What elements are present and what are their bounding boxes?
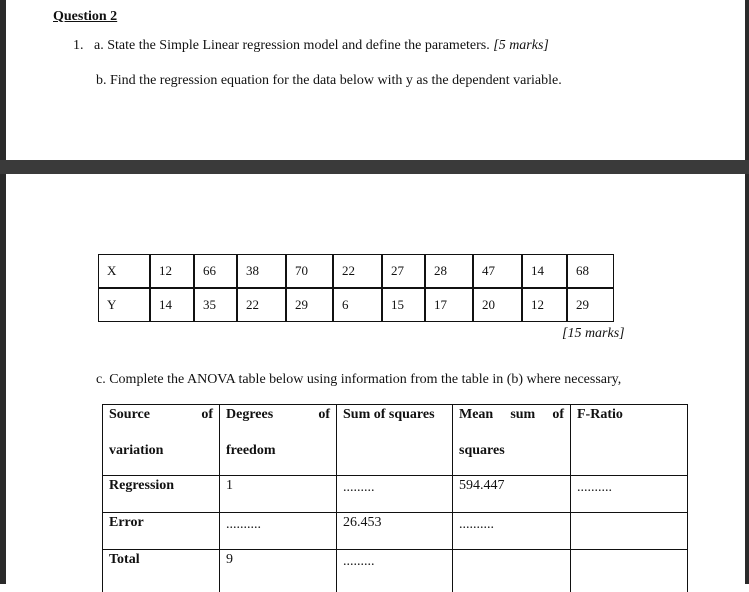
anova-table [102, 404, 688, 592]
header-variation: variation [103, 443, 220, 476]
question-number: 1. [73, 38, 84, 53]
x-value: 66 [194, 254, 237, 288]
x-value: 38 [237, 254, 286, 288]
question-1a [73, 38, 549, 54]
y-value: 29 [567, 288, 614, 322]
anova-row-total [103, 550, 688, 592]
row-f [571, 550, 688, 592]
row-ss: ......... [337, 476, 453, 513]
row-source: Error [103, 513, 220, 550]
header-mean-sum: Mean sum of [453, 405, 571, 444]
y-value: 14 [150, 288, 194, 322]
question-1c-text: c. Complete the ANOVA table below using information from the table in (b) where necessary, [96, 372, 621, 388]
document-page [6, 0, 745, 584]
header-sum-of-squares: Sum of squares [337, 405, 453, 444]
row-f: .......... [571, 476, 688, 513]
row-ss: ......... [337, 550, 453, 592]
row-ms [453, 550, 571, 592]
row-df: .......... [220, 513, 337, 550]
y-value: 20 [473, 288, 522, 322]
row-f [571, 513, 688, 550]
y-value: 35 [194, 288, 237, 322]
x-value: 27 [382, 254, 425, 288]
row-ms: 594.447 [453, 476, 571, 513]
y-value: 15 [382, 288, 425, 322]
x-value: 14 [522, 254, 567, 288]
header-squares: squares [453, 443, 571, 476]
row-df: 1 [220, 476, 337, 513]
question-1b-text: b. Find the regression equation for the data below with y as the dependent variable. [96, 73, 562, 89]
y-value: 6 [333, 288, 382, 322]
y-label: Y [98, 288, 150, 322]
anova-header-row [103, 405, 688, 444]
question-1b-marks: [15 marks] [562, 326, 625, 342]
x-value: 68 [567, 254, 614, 288]
header-empty [571, 443, 688, 476]
x-label: X [98, 254, 150, 288]
x-row [98, 254, 614, 288]
anova-row-error [103, 513, 688, 550]
header-empty [337, 443, 453, 476]
row-ss: 26.453 [337, 513, 453, 550]
question-1a-text: a. State the Simple Linear regression model and define the parameters. [94, 38, 490, 53]
y-value: 22 [237, 288, 286, 322]
header-f-ratio: F-Ratio [571, 405, 688, 444]
header-source: Source of [103, 405, 220, 444]
x-value: 70 [286, 254, 333, 288]
question-1a-marks: [5 marks] [493, 38, 549, 53]
y-value: 17 [425, 288, 473, 322]
row-source: Regression [103, 476, 220, 513]
xy-data-table [98, 254, 614, 322]
y-row [98, 288, 614, 322]
row-source: Total [103, 550, 220, 592]
x-value: 47 [473, 254, 522, 288]
right-frame-edge [745, 0, 749, 584]
page-separator-band [0, 160, 749, 174]
header-freedom: freedom [220, 443, 337, 476]
question-heading: Question 2 [53, 9, 117, 25]
row-ms: .......... [453, 513, 571, 550]
row-df: 9 [220, 550, 337, 592]
header-degrees: Degrees of [220, 405, 337, 444]
anova-row-regression [103, 476, 688, 513]
x-value: 28 [425, 254, 473, 288]
x-value: 12 [150, 254, 194, 288]
y-value: 12 [522, 288, 567, 322]
x-value: 22 [333, 254, 382, 288]
anova-header-row-2 [103, 443, 688, 476]
y-value: 29 [286, 288, 333, 322]
